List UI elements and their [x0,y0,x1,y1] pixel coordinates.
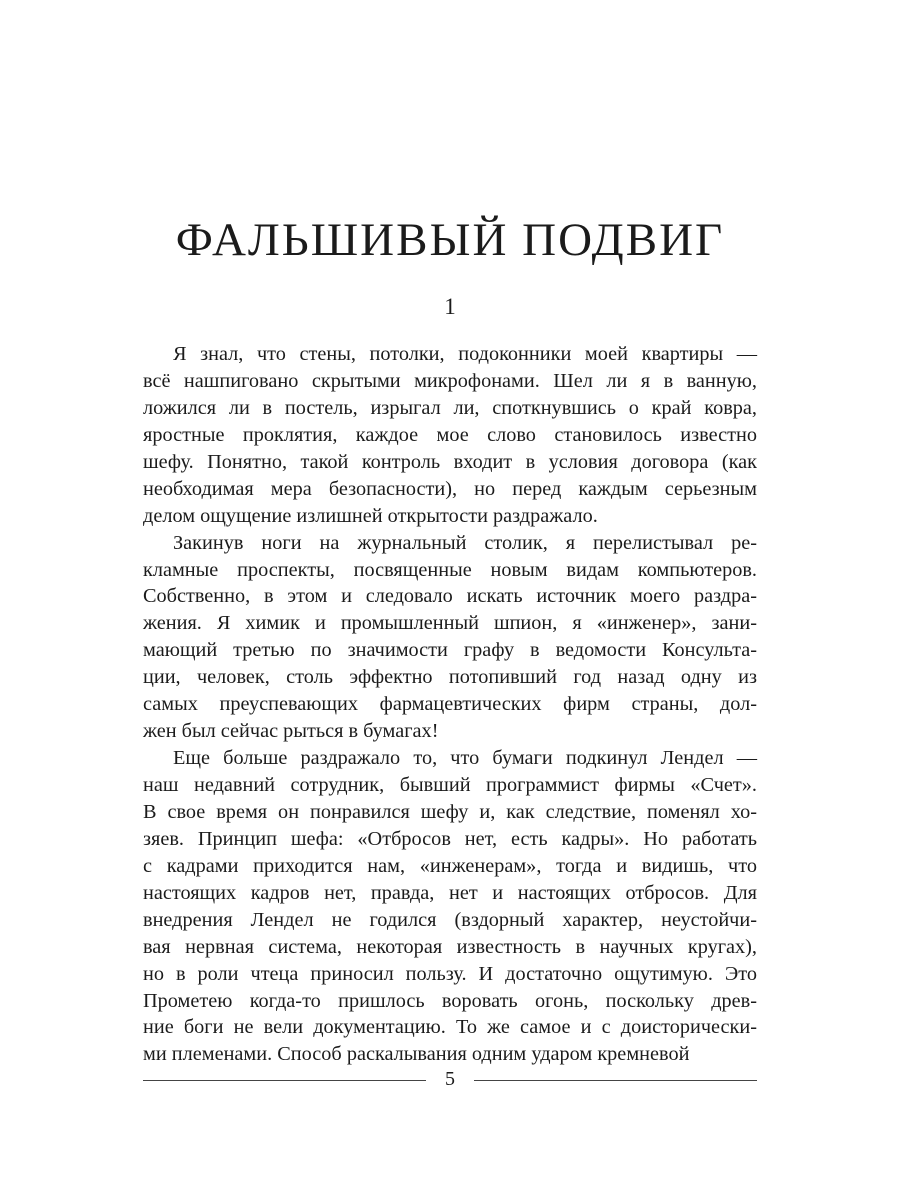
text-line: шефу. Понятно, такой контроль входит в условия договора (как [143,450,757,473]
text-line: Собственно, в этом и следовало искать источник моего раздра- [143,585,757,608]
text-line: ние боги не вели документацию. То же самое и с доисторически- [143,1016,757,1039]
text-line: ложился ли в постель, изрыгал ли, споткнувшись о край ковра, [143,396,757,419]
text-line: Еще больше раздражало то, что бумаги подкинул Лендел — [173,747,757,770]
text-line: зяев. Принцип шефа: «Отбросов нет, есть кадры». Но работать [143,827,757,850]
text-line: Прометею когда-то пришлось воровать огонь, поскольку древ- [143,989,757,1012]
text-line: жения. Я химик и промышленный шпион, я «инженер», зани- [143,612,757,635]
chapter-title: ФАЛЬШИВЫЙ ПОДВИГ [175,214,725,267]
body-text [143,341,757,1068]
text-line: ции, человек, столь эффектно потопивший год назад одну из [143,666,757,689]
footer-rule-right [474,1080,757,1081]
text-line: с кадрами приходится нам, «инженерам», тогда и видишь, что [143,854,757,877]
text-line: всё нашпиговано скрытыми микрофонами. Шел ли я в ванную, [143,369,757,392]
text-line: В свое время он понравился шефу и, как следствие, поменял хо- [143,800,757,823]
text-line: Я знал, что стены, потолки, подоконники моей квартиры — [173,343,757,365]
text-line: самых преуспевающих фармацевтических фирм страны, дол- [143,693,757,716]
paragraph [143,530,757,746]
text-line: делом ощущение излишней открытости раздражало. [143,504,598,527]
text-line: яростные проклятия, каждое мое слово становилось известно [143,423,757,446]
paragraph [143,745,757,1068]
text-line: кламные проспекты, посвященные новым видам компьютеров. [143,558,757,581]
page-number: 5 [445,1068,455,1090]
text-line: Закинув ноги на журнальный столик, я перелистывал ре- [173,531,757,554]
text-line: необходимая мера безопасности), но перед каждым серьезным [143,477,757,500]
text-line: ми племенами. Способ раскалывания одним ударом кремневой [143,1043,690,1066]
paragraph [143,341,757,530]
page-footer [143,1068,757,1092]
text-line: внедрения Лендел не годился (вздорный характер, неустойчи- [143,908,757,931]
text-line: наш недавний сотрудник, бывший программист фирмы «Счет». [143,774,757,796]
text-line: настоящих кадров нет, правда, нет и настоящих отбросов. Для [143,881,757,904]
text-line: жен был сейчас рыться в бумагах! [143,720,439,743]
text-line: но в роли чтеца приносил пользу. И достаточно ощутимую. Это [143,962,757,985]
chapter-number: 1 [444,294,456,319]
text-line: мающий третью по значимости графу в ведомости Консульта- [143,639,757,662]
text-line: вая нервная система, некоторая известность в научных кругах), [143,935,757,958]
